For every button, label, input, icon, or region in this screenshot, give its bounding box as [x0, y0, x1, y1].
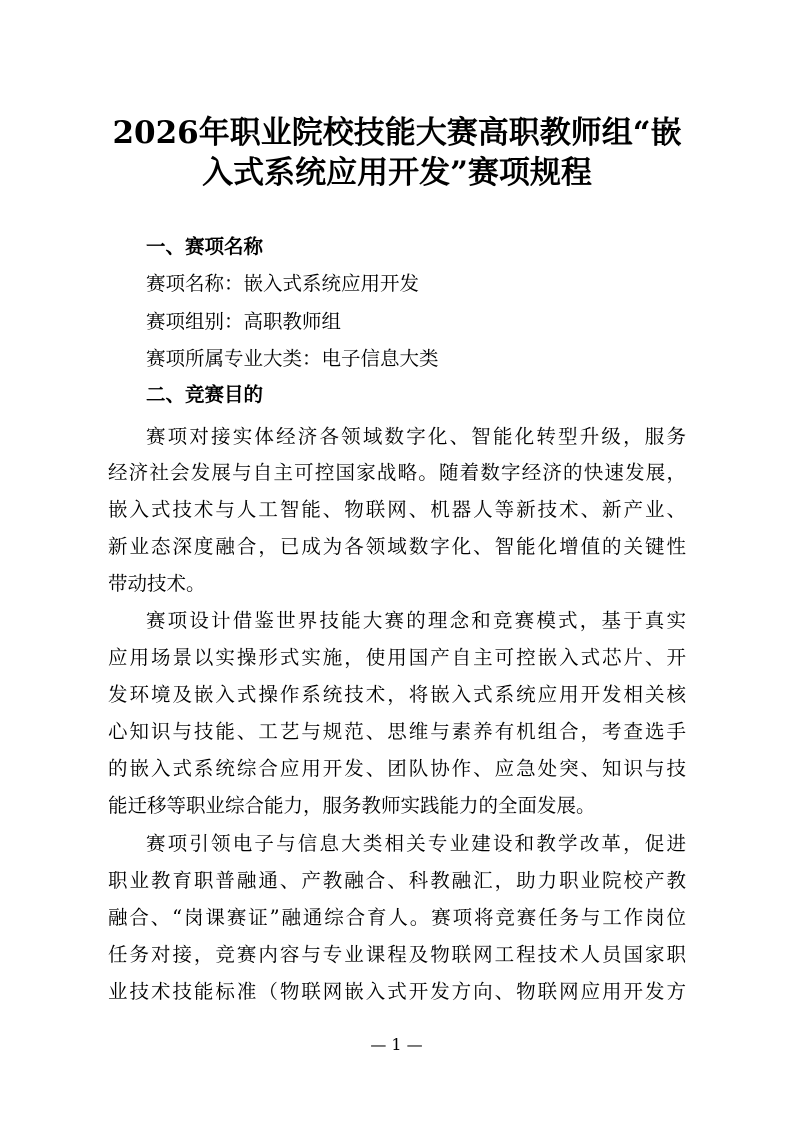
document-title-line-1: 2026年职业院校技能大赛高职教师组“嵌	[112, 115, 682, 151]
paragraph-1-line: 带动技术。	[108, 572, 206, 595]
paragraph-2-line: 心知识与技能、工艺与规范、思维与素养有机组合，考查选手	[108, 720, 686, 743]
section-heading-1: 一、赛项名称	[146, 235, 264, 258]
paragraph-2-line: 赛项设计借鉴世界技能大赛的理念和竞赛模式，基于真实	[146, 609, 686, 632]
paragraph-3-line: 任务对接，竞赛内容与专业课程及物联网工程技术人员国家职	[108, 943, 686, 966]
page-number: — 1 —	[370, 1035, 423, 1054]
document-title-line-2: 入式系统应用开发”赛项规程	[202, 155, 592, 191]
event-group-line: 赛项组别：高职教师组	[146, 310, 342, 333]
paragraph-2-line: 发环境及嵌入式操作系统技术，将嵌入式系统应用开发相关核	[108, 683, 686, 706]
section-heading-2: 二、竞赛目的	[146, 383, 264, 406]
event-category-line: 赛项所属专业大类：电子信息大类	[146, 347, 439, 370]
paragraph-1-line: 嵌入式技术与人工智能、物联网、机器人等新技术、新产业、	[108, 498, 686, 521]
paragraph-2-line: 能迁移等职业综合能力，服务教师实践能力的全面发展。	[108, 794, 596, 817]
paragraph-3-line: 赛项引领电子与信息大类相关专业建设和教学改革，促进	[146, 832, 686, 855]
paragraph-3-line: 业技术技能标准（物联网嵌入式开发方向、物联网应用开发方	[108, 980, 686, 1003]
paragraph-1-line: 赛项对接实体经济各领域数字化、智能化转型升级，服务	[146, 425, 686, 448]
paragraph-1-line: 经济社会发展与自主可控国家战略。随着数字经济的快速发展，	[108, 461, 686, 484]
paragraph-3-line: 职业教育职普融通、产教融合、科教融汇，助力职业院校产教	[108, 869, 686, 892]
paragraph-2-line: 的嵌入式系统综合应用开发、团队协作、应急处突、知识与技	[108, 757, 686, 780]
paragraph-1-line: 新业态深度融合，已成为各领域数字化、智能化增值的关键性	[108, 535, 686, 558]
event-name-line: 赛项名称：嵌入式系统应用开发	[146, 272, 420, 295]
paragraph-2-line: 应用场景以实操形式实施，使用国产自主可控嵌入式芯片、开	[108, 646, 686, 669]
paragraph-3-line: 融合、“岗课赛证”融通综合育人。赛项将竞赛任务与工作岗位	[108, 906, 686, 929]
